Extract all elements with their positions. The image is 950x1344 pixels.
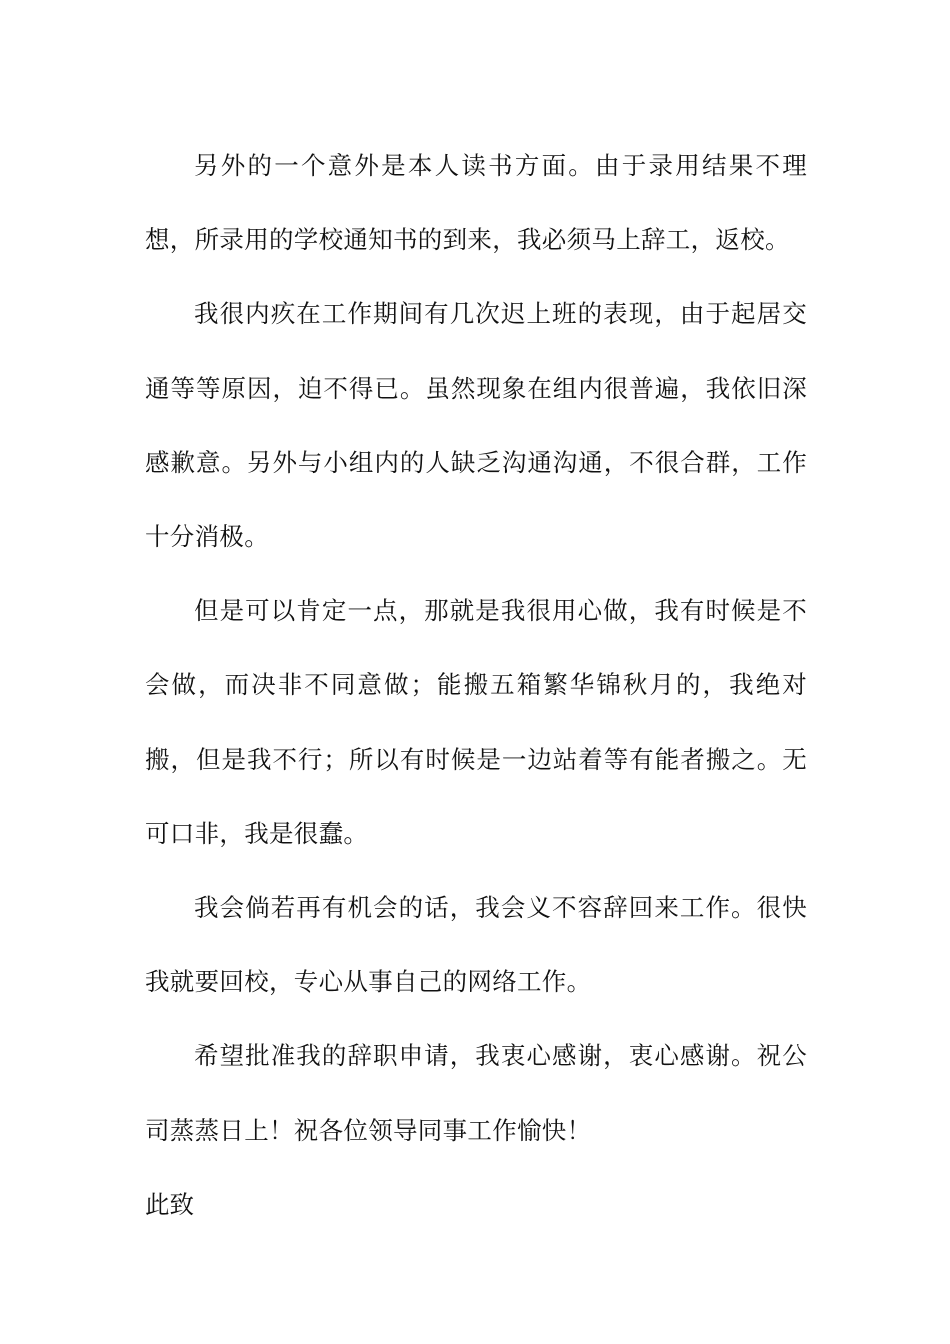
paragraph-reason-study: 另外的一个意外是本人读书方面。由于录用结果不理想，所录用的学校通知书的到来，我必须马上辞工，返校。 [145,151,807,255]
document-body [145,129,807,1242]
paragraph-future-return: 我会倘若再有机会的话，我会义不容辞回来工作。很快我就要回校，专心从事自己的网络工作。 [145,893,807,997]
paragraph-request-approval: 希望批准我的辞职申请，我衷心感谢，衷心感谢。祝公司蒸蒸日上！祝各位领导同事工作愉快！ [145,1041,807,1145]
closing-salutation: 此致 [145,1189,194,1219]
paragraph-effort: 但是可以肯定一点，那就是我很用心做，我有时候是不会做，而决非不同意做；能搬五箱繁华锦秋月的，我绝对搬，但是我不行；所以有时候是一边站着等有能者搬之。无可口非，我是很蠢。 [145,596,807,848]
paragraph-apology-lateness: 我很内疚在工作期间有几次迟上班的表现，由于起居交通等等原因，迫不得已。虽然现象在组内很普遍，我依旧深感歉意。另外与小组内的人缺乏沟通沟通，不很合群，工作十分消极。 [145,299,807,552]
